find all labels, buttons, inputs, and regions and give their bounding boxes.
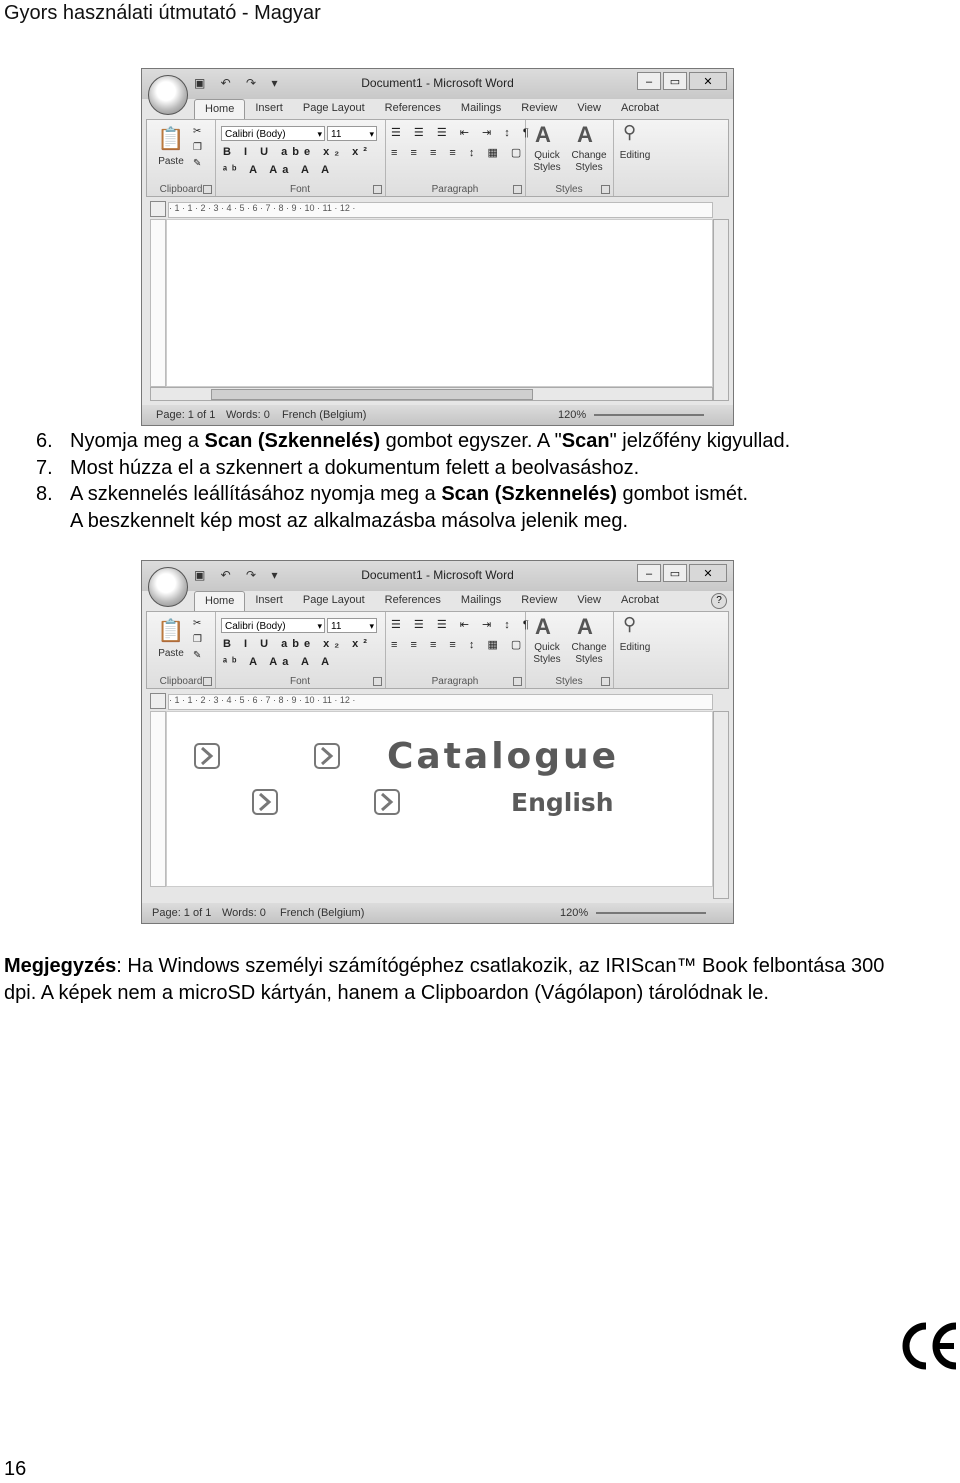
horizontal-scrollbar[interactable]: [150, 387, 713, 401]
font-launcher-icon[interactable]: [373, 677, 382, 686]
ribbon-tabs: [194, 99, 733, 119]
tab-review[interactable]: Review: [521, 102, 558, 114]
step-6: 6. Nyomja meg a Scan (Szkennelés) gombot egyszer. A "Scan" jelzőfény kigyullad.: [36, 430, 791, 452]
window-title: Document1 - Microsoft Word: [361, 568, 514, 582]
change-styles-button[interactable]: Change Styles: [571, 150, 607, 173]
step-7: 7. Most húzza el a szkennert a dokumentum felett a beolvasáshoz.: [36, 456, 640, 479]
office-button[interactable]: [148, 75, 188, 115]
tab-page-layout[interactable]: Page Layout: [302, 102, 365, 114]
tab-view[interactable]: View: [577, 102, 601, 114]
paste-button[interactable]: Paste: [158, 648, 184, 659]
styles-launcher-icon[interactable]: [601, 677, 610, 686]
styles-label: Styles: [555, 184, 583, 195]
maximize-button[interactable]: ▭: [663, 72, 687, 90]
format-painter-icon[interactable]: ✎: [193, 158, 202, 169]
vertical-scrollbar[interactable]: [713, 219, 729, 401]
page-count[interactable]: Page: 1 of 1: [152, 907, 212, 919]
paragraph-group: [385, 612, 534, 688]
change-styles-button[interactable]: Change Styles: [571, 642, 607, 665]
tab-selector[interactable]: [150, 693, 166, 709]
paragraph-label: Paragraph: [431, 676, 479, 687]
tab-references[interactable]: References: [384, 102, 441, 114]
tab-page-layout[interactable]: Page Layout: [302, 594, 365, 606]
tab-mailings[interactable]: Mailings: [460, 102, 502, 114]
horizontal-ruler[interactable]: · 1 · 1 · 2 · 3 · 4 · 5 · 6 · 7 · 8 · 9 · 10 · 11 · 12 ·: [168, 202, 713, 218]
page-count[interactable]: Page: 1 of 1: [156, 409, 216, 421]
tab-home[interactable]: Home: [194, 591, 245, 612]
paragraph-label: Paragraph: [431, 184, 479, 195]
tab-home[interactable]: Home: [194, 99, 245, 120]
vertical-ruler: [150, 219, 166, 387]
title-bar: [142, 69, 733, 99]
scroll-thumb[interactable]: [211, 389, 533, 400]
status-bar: [142, 405, 733, 425]
maximize-button[interactable]: ▭: [663, 564, 687, 582]
ribbon: [146, 611, 729, 689]
editing-group: [613, 120, 657, 196]
instructions: [36, 428, 936, 534]
word-count[interactable]: Words: 0: [222, 907, 266, 919]
paragraph-list-row[interactable]: ☰ ☰ ☰ ⇤ ⇥ ↕ ¶: [391, 619, 534, 631]
tab-references[interactable]: References: [384, 594, 441, 606]
styles-group: [525, 612, 614, 688]
tab-insert[interactable]: Insert: [255, 102, 283, 114]
office-button[interactable]: [148, 567, 188, 607]
font-name-combo[interactable]: Calibri (Body) ▾: [221, 618, 325, 633]
tab-view[interactable]: View: [577, 594, 601, 606]
editing-button[interactable]: Editing: [619, 642, 651, 653]
font-color-row[interactable]: ᵃᵇ A Aa A A: [223, 164, 335, 176]
font-size-combo[interactable]: 11 ▾: [327, 618, 377, 633]
editing-group: [613, 612, 657, 688]
copy-icon[interactable]: ❐: [193, 142, 202, 153]
paragraph-align-row[interactable]: ≡ ≡ ≡ ≡ ↕ ▦ ▢: [391, 147, 527, 159]
horizontal-ruler[interactable]: · 1 · 1 · 2 · 3 · 4 · 5 · 6 · 7 · 8 · 9 · 10 · 11 · 12 ·: [168, 694, 713, 710]
font-format-row[interactable]: B I U abe x₂ x²: [223, 146, 372, 158]
window-title: Document1 - Microsoft Word: [361, 76, 514, 90]
step-8: 8. A szkennelés leállításához nyomja meg a Scan (Szkennelés) gombot ismét. A beszkennelt kép most az alkalmazásba másolva jelenik meg.: [36, 483, 749, 532]
font-group: [215, 612, 386, 688]
chevron-right-icon: [193, 742, 221, 770]
chevron-right-icon: [313, 742, 341, 770]
font-name-combo[interactable]: Calibri (Body) ▾: [221, 126, 325, 141]
language-status[interactable]: French (Belgium): [280, 907, 365, 919]
close-button[interactable]: ✕: [689, 72, 727, 90]
quick-styles-button[interactable]: Quick Styles: [533, 642, 561, 665]
font-format-row[interactable]: B I U abe x₂ x²: [223, 638, 372, 650]
tab-mailings[interactable]: Mailings: [460, 594, 502, 606]
editing-button[interactable]: Editing: [619, 150, 651, 161]
document-page[interactable]: [166, 219, 713, 387]
clipboard-launcher-icon[interactable]: [203, 185, 212, 194]
scanned-title: Catalogue: [387, 736, 620, 777]
paste-icon[interactable]: 📋: [157, 126, 185, 151]
tab-selector[interactable]: [150, 201, 166, 217]
styles-label: Styles: [555, 676, 583, 687]
word-count[interactable]: Words: 0: [226, 409, 270, 421]
vertical-ruler: [150, 711, 166, 887]
font-group: [215, 120, 386, 196]
styles-launcher-icon[interactable]: [601, 185, 610, 194]
status-bar: [142, 903, 733, 923]
title-bar: [142, 561, 733, 591]
chevron-right-icon: [373, 788, 401, 816]
font-label: Font: [289, 676, 310, 687]
quick-styles-icon[interactable]: A: [535, 122, 551, 147]
ribbon-tabs: [194, 591, 733, 611]
change-styles-icon[interactable]: A: [577, 122, 593, 147]
paragraph-group: [385, 120, 534, 196]
note-label: Megjegyzés: [4, 955, 117, 977]
clipboard-group: [147, 612, 216, 688]
clipboard-label: Clipboard: [159, 184, 203, 195]
paragraph-list-row[interactable]: ☰ ☰ ☰ ⇤ ⇥ ↕ ¶: [391, 127, 534, 139]
zoom-level[interactable]: 120%: [560, 907, 589, 919]
binoculars-icon[interactable]: ⚲: [623, 614, 637, 634]
word-screenshot-scanned: [141, 560, 734, 924]
copy-icon[interactable]: ❐: [193, 634, 202, 645]
clipboard-group: [147, 120, 216, 196]
close-button[interactable]: ✕: [689, 564, 727, 582]
minimize-button[interactable]: –: [637, 72, 661, 90]
minimize-button[interactable]: –: [637, 564, 661, 582]
page-number: 16: [4, 1458, 27, 1480]
change-styles-icon[interactable]: A: [577, 614, 593, 639]
quick-styles-icon[interactable]: A: [535, 614, 551, 639]
cut-icon[interactable]: ✂: [193, 126, 202, 137]
format-painter-icon[interactable]: ✎: [193, 650, 202, 661]
chevron-right-icon: [251, 788, 279, 816]
tab-acrobat[interactable]: Acrobat: [621, 102, 659, 114]
note-text: : Ha Windows személyi számítógéphez csatlakozik, az IRIScan™ Book felbontása 300 dpi. A képek nem a microSD kártyán, hanem a Clipboardon (Vágólapon) tárolódnak le.: [4, 955, 885, 1004]
font-label: Font: [289, 184, 310, 195]
tab-acrobat[interactable]: Acrobat: [621, 594, 659, 606]
binoculars-icon[interactable]: ⚲: [623, 122, 637, 142]
zoom-level[interactable]: 120%: [558, 409, 587, 421]
tab-insert[interactable]: Insert: [255, 594, 283, 606]
paragraph-launcher-icon[interactable]: [513, 677, 522, 686]
styles-group: [525, 120, 614, 196]
quick-access-toolbar[interactable]: ▣ ↶ ↷ ▾: [194, 568, 284, 582]
vertical-scrollbar[interactable]: [713, 711, 729, 899]
page-header: Gyors használati útmutató - Magyar: [4, 2, 321, 24]
quick-access-toolbar[interactable]: ▣ ↶ ↷ ▾: [194, 76, 284, 90]
ribbon: [146, 119, 729, 197]
paste-icon[interactable]: 📋: [157, 618, 185, 643]
paragraph-align-row[interactable]: ≡ ≡ ≡ ≡ ↕ ▦ ▢: [391, 639, 527, 651]
font-size-combo[interactable]: 11 ▾: [327, 126, 377, 141]
help-icon[interactable]: ?: [711, 593, 727, 609]
zoom-slider[interactable]: [596, 912, 706, 914]
zoom-slider[interactable]: [594, 414, 704, 416]
language-status[interactable]: French (Belgium): [282, 409, 367, 421]
tab-review[interactable]: Review: [521, 594, 558, 606]
note: [4, 953, 904, 1006]
ce-mark-icon: [900, 1318, 960, 1374]
font-launcher-icon[interactable]: [373, 185, 382, 194]
document-page[interactable]: [166, 711, 713, 887]
word-screenshot-empty: [141, 68, 734, 426]
font-color-row[interactable]: ᵃᵇ A Aa A A: [223, 656, 335, 668]
clipboard-label: Clipboard: [159, 676, 203, 687]
quick-styles-button[interactable]: Quick Styles: [533, 150, 561, 173]
cut-icon[interactable]: ✂: [193, 618, 202, 629]
paragraph-launcher-icon[interactable]: [513, 185, 522, 194]
clipboard-launcher-icon[interactable]: [203, 677, 212, 686]
scanned-subtitle: English: [511, 788, 614, 817]
paste-button[interactable]: Paste: [158, 156, 184, 167]
